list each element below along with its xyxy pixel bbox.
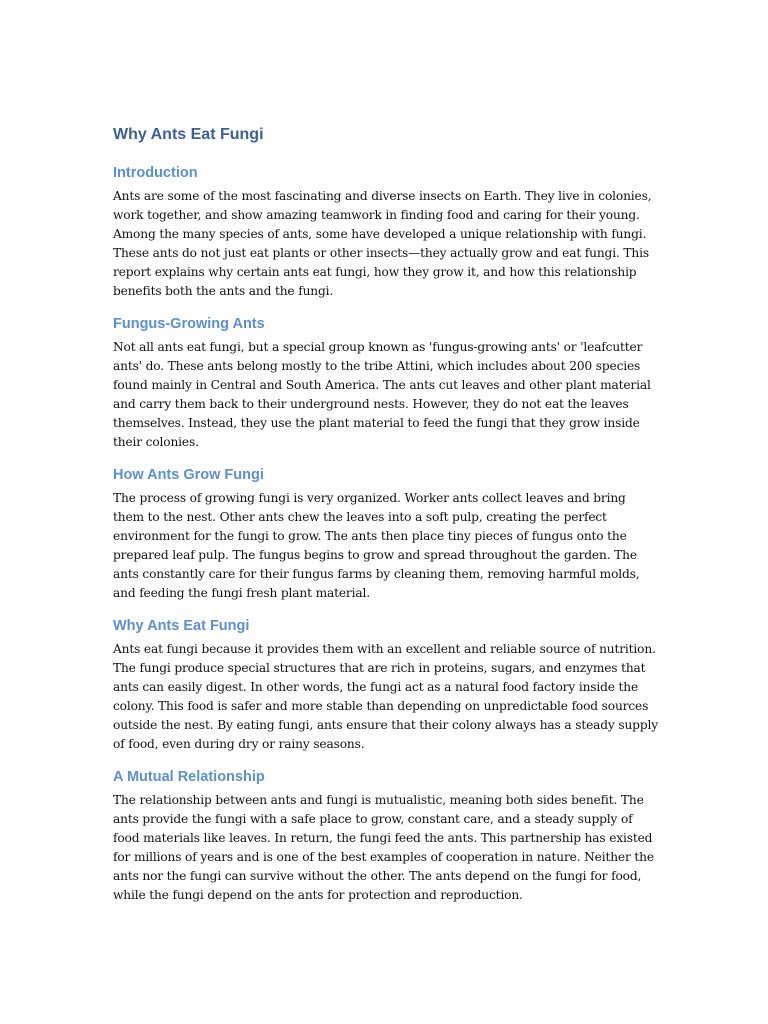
document-page (113, 124, 658, 918)
section-body: Not all ants eat fungi, but a special group known as 'fungus-growing ants' or 'leafcutter ants' do. These ants belong mostly to the tribe Attini, which includes about 200 species found mainly in Central and South America. The ants cut leaves and other plant material and carry them back to their underground nests. However, they do not eat the leaves themselves. Instead, they use the plant material to feed the fungi that they grow inside their colonies. (113, 340, 651, 449)
section-body: The relationship between ants and fungi is mutualistic, meaning both sides benefit. The ants provide the fungi with a safe place to grow, constant care, and a steady supply of food materials like leaves. In return, the fungi feed the ants. This partnership has existed for millions of years and is one of the best examples of cooperation in nature. Neither the ants nor the fungi can survive without the other. The ants depend on the fungi for food, while the fungi depend on the ants for protection and reproduction. (113, 793, 654, 902)
section-body: Ants eat fungi because it provides them with an excellent and reliable source of nutrition. The fungi produce special structures that are rich in proteins, sugars, and enzymes that ants can easily digest. In other words, the fungi act as a natural food factory inside the colony. This food is safer and more stable than depending on unpredictable food sources outside the nest. By eating fungi, ants ensure that their colony always has a steady supply of food, even during dry or rainy seasons. (113, 642, 658, 751)
section-mutual-relationship (113, 767, 658, 905)
section-body: Ants are some of the most fascinating and diverse insects on Earth. They live in colonies, work together, and show amazing teamwork in finding food and caring for their young. Among the many species of ants, some have developed a unique relationship with fungi. These ants do not just eat plants or other insects—they actually grow and eat fungi. This report explains why certain ants eat fungi, how they grow it, and how this relationship benefits both the ants and the fungi. (113, 189, 652, 298)
section-heading: A Mutual Relationship (113, 769, 265, 785)
document-title: Why Ants Eat Fungi (113, 126, 264, 143)
section-why-ants-eat-fungi (113, 616, 658, 754)
section-heading: Fungus-Growing Ants (113, 316, 265, 332)
section-heading: Why Ants Eat Fungi (113, 618, 250, 634)
section-heading: How Ants Grow Fungi (113, 467, 264, 483)
section-how-ants-grow-fungi (113, 465, 658, 603)
section-fungus-growing-ants (113, 314, 658, 452)
section-heading: Introduction (113, 165, 198, 181)
section-body: The process of growing fungi is very organized. Worker ants collect leaves and bring them to the nest. Other ants chew the leaves into a soft pulp, creating the perfect environment for the fungi to grow. The ants then place tiny pieces of fungus onto the prepared leaf pulp. The fungus begins to grow and spread throughout the garden. The ants constantly care for their fungus farms by cleaning them, removing harmful molds, and feeding the fungi fresh plant material. (113, 491, 640, 600)
section-introduction (113, 163, 658, 301)
